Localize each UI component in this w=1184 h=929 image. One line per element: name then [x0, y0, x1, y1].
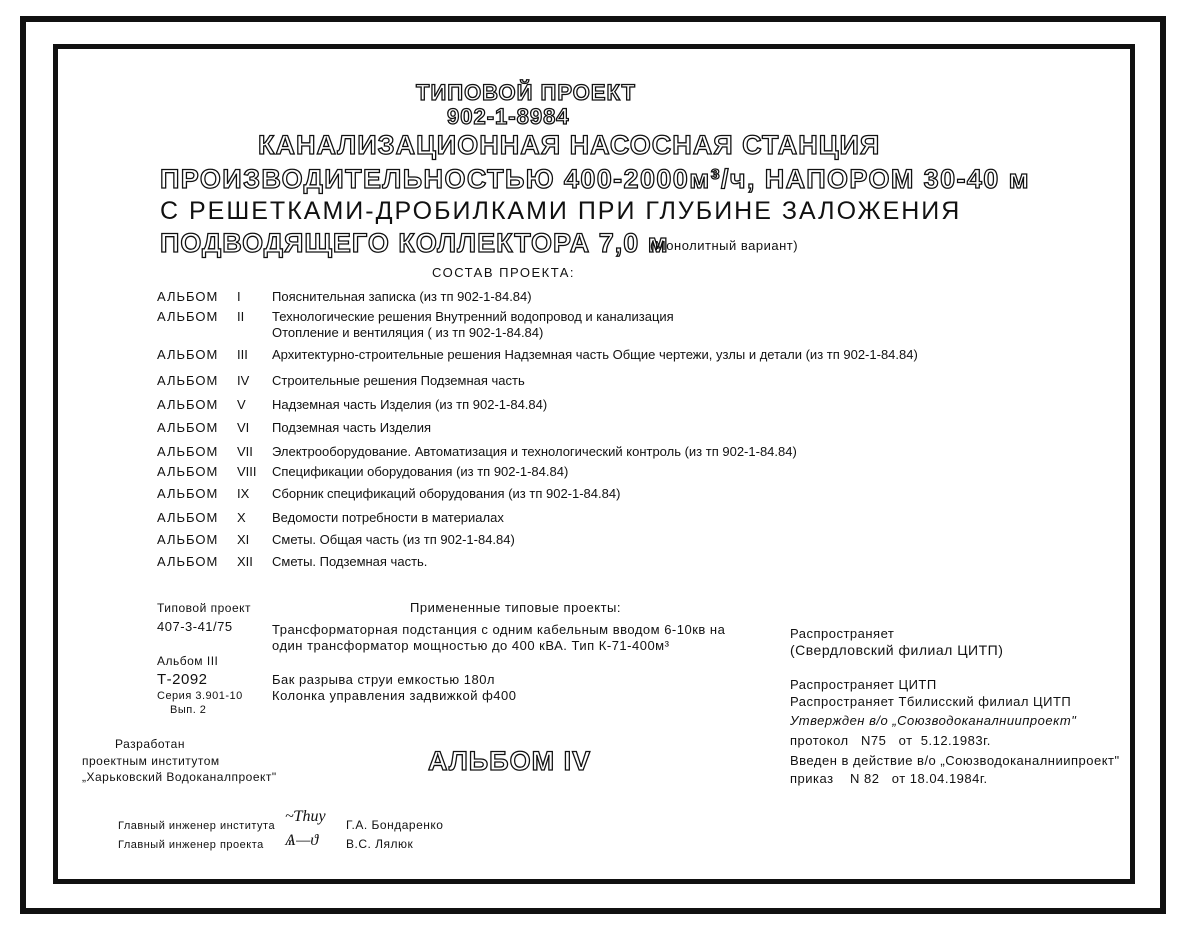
album-label: АЛЬБОМ — [157, 554, 219, 569]
album-label: АЛЬБОМ — [157, 373, 219, 388]
enactment: Введен в действие в/о „Союзводоканалниипроект" — [790, 753, 1120, 768]
album-description: Строительные решения Подземная часть — [272, 373, 525, 388]
album-number: VI — [237, 420, 250, 435]
title-line-1: ТИПОВОЙ ПРОЕКТ — [416, 80, 636, 105]
album-label: АЛЬБОМ — [157, 397, 219, 412]
developer-1: Разработан — [115, 737, 185, 751]
album-description: Технологические решения Внутренний водопровод и канализация — [272, 309, 674, 324]
applied-left-6: Вып. 2 — [170, 704, 207, 716]
album-label: АЛЬБОМ — [157, 420, 219, 435]
developer-2: проектным институтом — [82, 754, 220, 768]
signature-role-2: Главный инженер проекта — [118, 839, 264, 851]
album-description: Спецификации оборудования (из тп 902-1-84.84) — [272, 464, 569, 479]
album-number: III — [237, 347, 248, 362]
album-label: АЛЬБОМ — [157, 309, 219, 324]
album-description: Сборник спецификаций оборудования (из тп 902-1-84.84) — [272, 486, 621, 501]
album-description: Сметы. Общая часть (из тп 902-1-84.84) — [272, 532, 515, 547]
developer-3: „Харьковский Водоканалпроект" — [82, 770, 277, 784]
album-number: IX — [237, 486, 250, 501]
album-number: I — [237, 289, 241, 304]
applied-text-4: Колонка управления задвижкой ф400 — [272, 688, 517, 703]
album-number: V — [237, 397, 246, 412]
album-description: Ведомости потребности в материалах — [272, 510, 504, 525]
title-line-4: ПРОИЗВОДИТЕЛЬНОСТЬЮ 400-2000м³/ч, НАПОРОМ 30-40 м — [160, 164, 1030, 194]
applied-heading: Примененные типовые проекты: — [410, 600, 622, 615]
album-number: VIII — [237, 464, 257, 479]
signature-name-2: В.С. Лялюк — [346, 837, 414, 851]
signature-2: Ѧ—ϑ — [285, 832, 319, 849]
album-label: АЛЬБОМ — [157, 486, 219, 501]
album-description: Электрооборудование. Автоматизация и технологический контроль (из тп 902-1-84.84) — [272, 444, 797, 459]
album-number: IV — [237, 373, 250, 388]
distribution-1: Распространяет — [790, 626, 895, 641]
title-line-3: КАНАЛИЗАЦИОННАЯ НАСОСНАЯ СТАНЦИЯ — [258, 130, 881, 160]
album-number: VII — [237, 444, 253, 459]
applied-left-1: Типовой проект — [157, 601, 252, 615]
album-label: АЛЬБОМ — [157, 347, 219, 362]
applied-left-5: Серия 3.901-10 — [157, 690, 243, 702]
distribution-4: Распространяет Тбилисский филиал ЦИТП — [790, 694, 1072, 709]
project-number: 902-1-8984 — [447, 104, 570, 129]
applied-left-3: Альбом III — [157, 654, 219, 668]
album-description: Надземная часть Изделия (из тп 902-1-84.84) — [272, 397, 548, 412]
signature-role-1: Главный инженер института — [118, 820, 276, 832]
album-description: Подземная часть Изделия — [272, 420, 432, 435]
album-description: Пояснительная записка (из тп 902-1-84.84) — [272, 289, 532, 304]
signature-name-1: Г.А. Бондаренко — [346, 818, 444, 832]
applied-left-4: Т-2092 — [157, 671, 208, 688]
album-description: Архитектурно-строительные решения Надземная часть Общие чертежи, узлы и детали (из тп 902-1-84.84) — [272, 347, 918, 362]
order: приказ N 82 от 18.04.1984г. — [790, 771, 988, 786]
album-number: II — [237, 309, 245, 324]
album-number: X — [237, 510, 246, 525]
album-description: Сметы. Подземная часть. — [272, 554, 428, 569]
approval: Утвержден в/о „Союзводоканалниипроект" — [790, 713, 1077, 728]
album-number: XII — [237, 554, 253, 569]
title-line-6: ПОДВОДЯЩЕГО КОЛЛЕКТОРА 7,0 м — [160, 228, 669, 258]
applied-text-1: Трансформаторная подстанция с одним кабельным вводом 6-10кв на — [272, 622, 726, 637]
applied-text-3: Бак разрыва струи емкостью 180л — [272, 672, 496, 687]
title-line-5: С РЕШЕТКАМИ-ДРОБИЛКАМИ ПРИ ГЛУБИНЕ ЗАЛОЖЕНИЯ — [160, 197, 962, 225]
protocol: протокол N75 от 5.12.1983г. — [790, 733, 991, 748]
composition-heading: СОСТАВ ПРОЕКТА: — [432, 265, 576, 280]
applied-left-2: 407-3-41/75 — [157, 619, 233, 634]
album-label: АЛЬБОМ — [157, 444, 219, 459]
applied-text-2: один трансформатор мощностью до 400 кВА. Тип К-71-400м³ — [272, 638, 670, 653]
album-number: XI — [237, 532, 250, 547]
album-description-cont: Отопление и вентиляция ( из тп 902-1-84.84) — [272, 325, 544, 340]
album-label: АЛЬБОМ — [157, 510, 219, 525]
signature-1: ~Ƭhuy — [285, 808, 326, 825]
distribution-3: Распространяет ЦИТП — [790, 677, 937, 692]
distribution-2: (Свердловский филиал ЦИТП) — [790, 642, 1004, 658]
album-label: АЛЬБОМ — [157, 464, 219, 479]
album-label: АЛЬБОМ — [157, 289, 219, 304]
title-variant-note: (Монолитный вариант) — [650, 238, 799, 253]
album-title: АЛЬБОМ IV — [428, 746, 592, 776]
album-label: АЛЬБОМ — [157, 532, 219, 547]
